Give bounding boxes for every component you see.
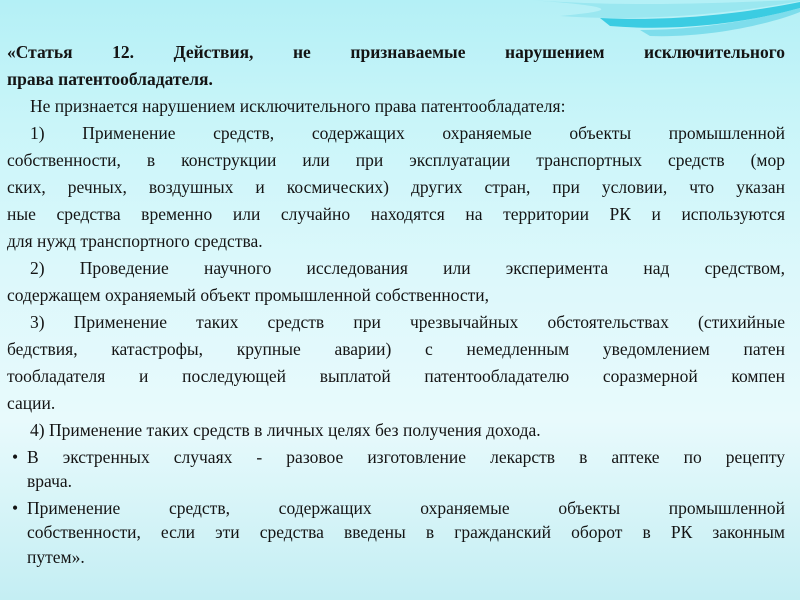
- bullet-item-1: [7, 445, 785, 493]
- bullet-item-2: [7, 496, 785, 569]
- item-4: 4) Применение таких средств в личных целях без получения дохода.: [30, 420, 541, 440]
- item-3-line-2: бедствия, катастрофы, крупные аварии) с немедленным уведомлением патен: [7, 339, 785, 359]
- item-1-line-1: 1) Применение средств, содержащих охраняемые объекты промышленной: [30, 123, 785, 143]
- bullet-1-line-1: В экстренных случаях - разовое изготовление лекарств в аптеке по рецепту: [27, 447, 785, 467]
- item-2-line-1: 2) Проведение научного исследования или эксперимента над средством,: [30, 258, 785, 278]
- item-3-line-4: сации.: [7, 393, 56, 413]
- item-1-line-4: ные средства временно или случайно находятся на территории РК и используются: [7, 204, 785, 224]
- item-3-line-3: тообладателя и последующей выплатой патентообладателю соразмерной компен: [7, 366, 785, 386]
- item-2-line-2: содержащем охраняемый объект промышленной собственности,: [7, 285, 490, 305]
- intro-text: Не признается нарушением исключительного права патентообладателя:: [30, 96, 566, 116]
- bullet-marker: •: [12, 498, 19, 519]
- slide-content: [7, 40, 785, 572]
- item-1-line-5: для нужд транспортного средства.: [7, 231, 263, 251]
- item-1-line-2: собственности, в конструкции или при эксплуатации транспортных средств (мор: [7, 150, 785, 170]
- bullet-2-line-3: путем».: [27, 546, 85, 567]
- bullet-2-line-1: Применение средств, содержащих охраняемые объекты промышленной: [27, 498, 785, 519]
- item-3-line-1: 3) Применение таких средств при чрезвычайных обстоятельствах (стихийные: [30, 312, 785, 332]
- article-title-line-2: права патентообладателя.: [7, 69, 213, 89]
- bullet-2-line-2: собственности, если эти средства введены в гражданский оборот в РК законным: [27, 522, 785, 543]
- bullet-marker: •: [12, 447, 19, 467]
- bullet-1-line-2: врача.: [27, 471, 73, 492]
- article-title-line-1: «Статья 12. Действия, не признаваемые нарушением исключительного: [7, 42, 785, 62]
- item-1-line-3: ских, речных, воздушных и космических) других стран, при условии, что указан: [7, 177, 785, 197]
